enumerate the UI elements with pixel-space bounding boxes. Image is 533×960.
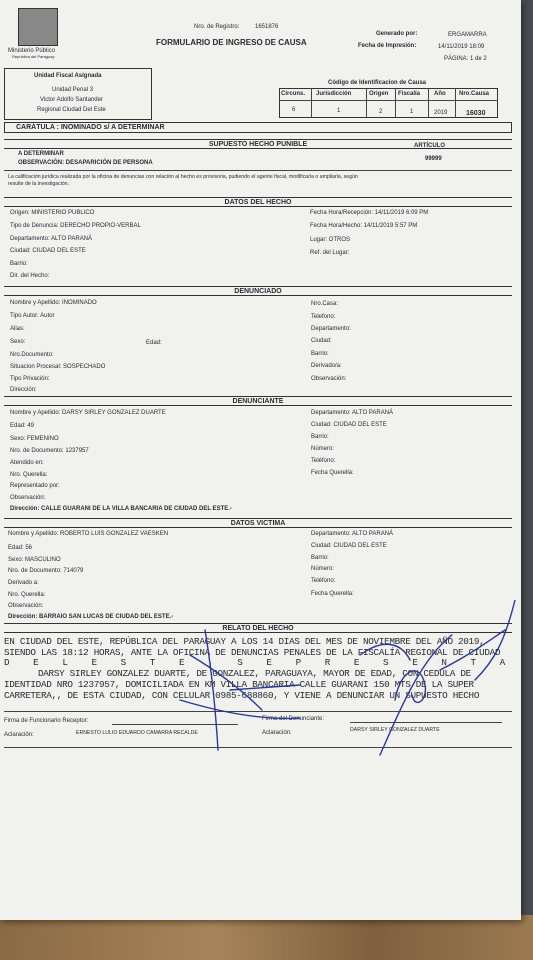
field-fecha-recepcion: Fecha Hora/Recepción: 14/11/2019 6:09 PM — [310, 210, 429, 216]
victima-field: Edad: 56 — [8, 545, 33, 551]
field-barrio: Barrio: — [10, 261, 28, 267]
denunciante-field: Atendido en: — [10, 460, 44, 466]
denunciante-field: Nro. Querella: — [10, 472, 48, 478]
hecho-punible-header: SUPUESTO HECHO PUNIBLE — [4, 139, 512, 149]
handwritten-signature — [0, 600, 521, 770]
codigo-header: Nro.Causa — [459, 91, 490, 97]
caratula: CARÁTULA : INOMINADO s/ A DETERMINAR — [16, 124, 165, 131]
aclaracion-label: Aclaración: — [4, 732, 34, 738]
denunciado-field: Nro.Documento: — [10, 352, 54, 358]
firma-denunciante-label: Firma del Denunciante: — [262, 716, 325, 722]
denunciante-field: Ciudad: CIUDAD DEL ESTE — [311, 422, 387, 428]
codigo-value: 2 — [379, 109, 383, 115]
nota-calificacion: resulte de la investigación. — [8, 181, 70, 187]
codigo-title: Código de Identificacion de Causa — [328, 80, 427, 86]
denunciado-header: DENUNCIADO — [4, 286, 512, 296]
document-edge-shadow — [521, 0, 533, 915]
denunciante-direccion: Dirección: CALLE GUARANI DE LA VILLA BANCARIA DE CIUDAD DEL ESTE.- — [10, 506, 232, 512]
articulo-label: ARTÍCULO — [414, 143, 445, 149]
relato-line: D E L E S T E , S E P R E S E N T A — [4, 657, 515, 668]
denunciado-field: Derivado/a: — [311, 363, 342, 369]
datos-hecho-header: DATOS DEL HECHO — [4, 197, 512, 207]
nota-calificacion: La calificación jurídica realizada por la oficina de denuncias con relación al hecho es provisoria, pudiendo el agente fiscal, modificarla o ampliarla, según — [8, 174, 358, 180]
denunciado-field: Ciudad: — [311, 338, 332, 344]
victima-field: Derivado a: — [8, 580, 39, 586]
victima-field: Nombre y Apellido: ROBERTO LUIS GONZALEZ VAESKEN — [8, 531, 169, 537]
unidad-line: Victor Adolfo Santander — [40, 97, 103, 103]
denunciante-field: Representado por: — [10, 483, 60, 489]
seal-icon — [18, 8, 58, 46]
unidad-title: Unidad Fiscal Asignada — [34, 73, 102, 79]
field-tipo-denuncia: Tipo de Denuncia: DERECHO PROPIO-VERBAL — [10, 223, 141, 229]
relato-line: EN CIUDAD DEL ESTE, REPÚBLICA DEL PARAGUAY A LOS 14 DIAS DEL MES DE NOVIEMBRE DEL AÑO 2019, — [4, 636, 485, 647]
codigo-value: 6 — [292, 107, 296, 113]
firma-funcionario-label: Firma de Funcionario Receptor: — [4, 718, 89, 724]
denunciado-field: Nro.Casa: — [311, 301, 339, 307]
denunciado-field: Alias: — [10, 326, 25, 332]
denunciante-field: Fecha Querella: — [311, 470, 354, 476]
codigo-header: Fiscalía — [398, 91, 421, 97]
denunciado-field: Tipo Privación: — [10, 376, 50, 382]
codigo-header: Circuns. — [281, 91, 306, 97]
victima-field: Teléfono: — [311, 578, 336, 584]
unidad-line: Regional Ciudad Del Este — [37, 107, 106, 113]
fecha-impresion-value: 14/11/2019 18:09 — [438, 44, 485, 50]
victima-field: Departamento: ALTO PARANÁ — [311, 531, 394, 537]
denunciado-field: Barrio: — [311, 351, 329, 357]
aclaracion-label: Aclaración: — [262, 730, 292, 736]
relato-line: SIENDO LAS 18:12 HORAS, ANTE LA OFICINA DE DENUNCIAS PENALES DE LA FISCALÍA REGIONAL DE CIUDAD — [4, 647, 501, 658]
denunciante-field: Edad: 49 — [10, 423, 35, 429]
denunciante-nombre: DARSY SIRLEY GONZALEZ DUARTE — [350, 727, 440, 733]
victima-field: Ciudad: CIUDAD DEL ESTE — [311, 543, 387, 549]
codigo-header: Origen — [369, 91, 389, 97]
ministry-country: República del Paraguay — [12, 54, 55, 59]
hecho-determinar: A DETERMINAR — [18, 151, 64, 157]
victima-field: Nro. Querella: — [8, 592, 46, 598]
funcionario-nombre: ERNESTO LULIO EDUARDO CAMARRA RECALDE — [76, 730, 198, 736]
generado-label: Generado por: — [376, 31, 418, 37]
denunciado-field: Situacion Procesal: SOSPECHADO — [10, 364, 106, 370]
denunciado-field: Departamento: — [311, 326, 351, 332]
unidad-line: Unidad Penal 3 — [52, 87, 94, 93]
codigo-value: 16030 — [466, 110, 486, 117]
denunciante-field: Observación: — [10, 495, 46, 501]
victima-field: Sexo: MASCULINO — [8, 557, 61, 563]
codigo-value: 1 — [410, 109, 414, 115]
victima-field: Fecha Querella: — [311, 591, 354, 597]
codigo-value: 2019 — [434, 110, 448, 116]
field-lugar: Lugar: OTROS — [310, 237, 351, 243]
field-ciudad: Ciudad: CIUDAD DEL ESTE — [10, 248, 86, 254]
hecho-observacion: OBSERVACIÓN: DESAPARICIÓN DE PERSONA — [18, 160, 153, 166]
codigo-header: Año — [434, 91, 446, 97]
denunciante-field: Barrio: — [311, 434, 329, 440]
victima-field: Número: — [311, 566, 335, 572]
field-fecha-hecho: Fecha Hora/Hecho: 14/11/2019 5:57 PM — [310, 223, 418, 229]
relato-header: RELATO DEL HECHO — [4, 623, 512, 633]
denunciante-field: Nro. de Documento: 1237957 — [10, 448, 89, 454]
fecha-impresion-label: Fecha de Impresión: — [358, 43, 417, 49]
denunciante-field: Departamento: ALTO PARANÁ — [311, 410, 394, 416]
denunciante-field: Teléfono: — [311, 458, 336, 464]
denunciante-field: Nombre y Apellido: DARSY SIRLEY GONZALEZ DUARTE — [10, 410, 166, 416]
denunciado-edad: Edad: — [146, 340, 162, 346]
victima-field: Barrio: — [311, 555, 329, 561]
field-ref-lugar: Ref. del Lugar: — [310, 250, 350, 256]
denunciante-field: Número: — [311, 446, 335, 452]
field-dir-hecho: Dir. del Hecho: — [10, 273, 50, 279]
field-departamento: Departamento: ALTO PARANÁ — [10, 236, 93, 242]
denunciado-field: Telefono: — [311, 314, 336, 320]
articulo-value: 99999 — [425, 156, 442, 162]
victima-direccion: Dirección: BARRAIO SAN LUCAS DE CIUDAD DEL ESTE.- — [8, 614, 174, 620]
denunciante-field: Sexo: FEMENINO — [10, 436, 59, 442]
form-title: FORMULARIO DE INGRESO DE CAUSA — [156, 38, 307, 47]
denunciado-field: Observación: — [311, 376, 347, 382]
relato-line: IDENTIDAD NRO 1237957, DOMICILIADA EN KM VILLA BANCARIA CALLE GUARANI 150 MTS DE LA SUPER — [4, 679, 474, 690]
registro-value: 1651876 — [255, 24, 279, 30]
victima-header: DATOS VICTIMA — [4, 518, 512, 528]
ministry-name: Ministerio Público — [8, 48, 56, 54]
denunciado-field: Sexo: — [10, 339, 26, 345]
denunciado-field: Tipo Autor: Autor — [10, 313, 55, 319]
denunciado-field: Nombre y Apellido: INOMINADO — [10, 300, 97, 306]
field-origen: Origen: MINISTERIO PUBLICO — [10, 210, 95, 216]
denunciante-header: DENUNCIANTE — [4, 396, 512, 406]
relato-line: DARSY SIRLEY GONZALEZ DUARTE, DE GONZALEZ, PARAGUAYA, MAYOR DE EDAD, CON CEDULA DE — [38, 668, 471, 679]
victima-field: Observación: — [8, 603, 44, 609]
relato-line: CARRETERA,, DE ESTA CIUDAD, CON CELULAR 0985-688860, Y VIENE A DENUNCIAR UN SUPUESTO HECHO — [4, 690, 480, 701]
page-number: PÁGINA: 1 de 2 — [444, 56, 487, 62]
registro-label: Nro. de Registro: — [194, 24, 240, 30]
codigo-value: 1 — [337, 108, 341, 114]
victima-field: Nro. de Documento: 714079 — [8, 568, 84, 574]
denunciado-field: Dirección: — [10, 387, 37, 393]
codigo-header: Jurisdicción — [316, 91, 352, 97]
generado-value: ERGAMARRA — [448, 32, 487, 38]
